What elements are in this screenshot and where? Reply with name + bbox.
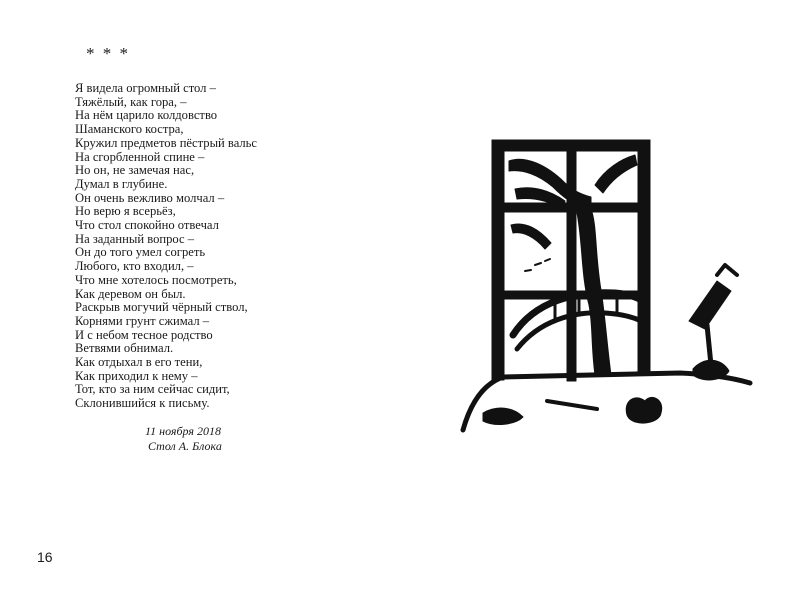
tree-branch (595, 155, 637, 193)
poem-line: Шаманского костра, (75, 122, 184, 137)
poem-line: Тяжёлый, как гора, – (75, 94, 187, 109)
poem-line: Но верю я всерьёз, (75, 204, 176, 219)
poem-line: Как приходил к нему – (75, 368, 198, 383)
table-object-inkwell (626, 397, 661, 423)
poem-line: Раскрыв могучий чёрный ствол, (75, 300, 248, 315)
window-frame-left (492, 140, 504, 380)
poem-line: Но он, не замечая нас, (75, 163, 195, 178)
section-marker: * * * (86, 44, 130, 63)
poem-line: Думал в глубине. (75, 176, 168, 191)
signature-place: Стол А. Блока (148, 439, 222, 453)
lamp-stand (707, 325, 711, 365)
signature-date: 11 ноября 2018 (145, 424, 221, 438)
poem-line: Я видела огромный стол – (75, 81, 216, 95)
poem-line: Как деревом он был. (75, 286, 186, 301)
poem-line: Корнями грунт сжимал – (75, 313, 210, 328)
poem-line: На заданный вопрос – (75, 231, 195, 246)
poem-line: И с небом тесное родство (75, 327, 213, 342)
balustrade-arch (517, 313, 641, 349)
poem-line: Ветвями обнимал. (75, 341, 174, 356)
tree-branch (511, 224, 551, 249)
window-mullion-v (567, 143, 576, 381)
poem-signature (145, 424, 245, 454)
poem-line: Кружил предметов пёстрый вальс (75, 135, 258, 150)
poem-line: Склонившийся к письму. (75, 396, 210, 411)
poem-line: Что мне хотелось посмотреть, (75, 272, 237, 287)
window-frame-right (638, 140, 650, 375)
poem-line: Что стол спокойно отвечал (75, 218, 219, 233)
poem-line: Он очень вежливо молчал – (75, 190, 225, 205)
distant-mark (525, 259, 550, 271)
poem-line: Он до того умел согреть (75, 245, 206, 260)
poem-line: Тот, кто за ним сейчас сидит, (75, 382, 230, 397)
window-transom (497, 203, 645, 212)
poem-line: На нём царило колдовство (75, 108, 218, 123)
poem-line: На сгорбленной спине – (75, 149, 205, 164)
table-object-pen (547, 401, 597, 409)
ink-window-illustration (455, 125, 755, 445)
table-object-book (483, 408, 523, 424)
poem-line: Как отдыхал в его тени, (75, 355, 203, 370)
poem-line: Любого, кто входил, – (75, 259, 194, 274)
lamp-shade (689, 281, 731, 329)
page-number: 16 (37, 549, 53, 565)
poem (75, 82, 295, 411)
lamp-arm (717, 265, 737, 275)
